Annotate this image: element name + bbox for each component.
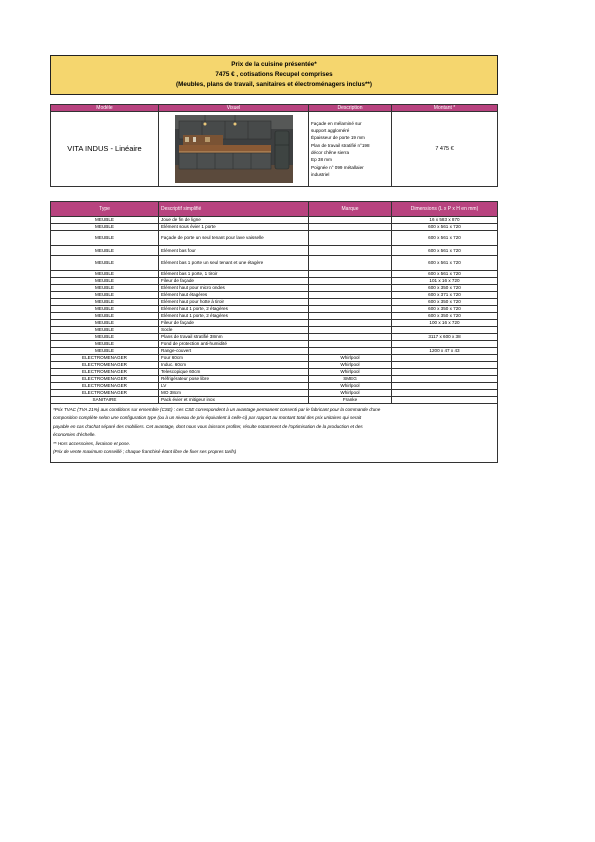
item-brand bbox=[309, 327, 392, 334]
table-row bbox=[51, 306, 498, 313]
item-type: ELECTROMENAGER bbox=[51, 362, 159, 369]
description-line: Façade en mélaminé sur bbox=[311, 120, 362, 126]
item-dimensions bbox=[392, 397, 498, 404]
item-dimensions: 16 x 583 x 870 bbox=[392, 217, 498, 224]
model-name: VITA INDUS - Linéaire bbox=[51, 112, 159, 187]
item-brand bbox=[309, 217, 392, 224]
table-row bbox=[51, 256, 498, 271]
item-type: ELECTROMENAGER bbox=[51, 383, 159, 390]
item-description: Elément bas 1 porte, 1 tiroir bbox=[159, 271, 309, 278]
item-description: Elément sous évier 1 porte bbox=[159, 224, 309, 231]
table-row bbox=[51, 271, 498, 278]
item-type: MEUBLE bbox=[51, 271, 159, 278]
item-description: Elément haut 1 porte, 2 étagères bbox=[159, 313, 309, 320]
item-brand: Whirlpool bbox=[309, 390, 392, 397]
table-row bbox=[51, 224, 498, 231]
item-description: Elément haut étagères bbox=[159, 292, 309, 299]
table-row bbox=[51, 355, 498, 362]
item-type: SANITAIRE bbox=[51, 397, 159, 404]
item-description: Façade de porte un seul tenant pour lave vaisselle bbox=[159, 231, 309, 246]
item-description: MO 38cm bbox=[159, 390, 309, 397]
price-inclusions: (Meubles, plans de travail, sanitaires et électroménagers inclus**) bbox=[176, 81, 372, 88]
footnote-line: (Prix de vente maximum conseillé ; chaque franchisé étant libre de fixer ses propres tarifs) bbox=[53, 449, 237, 455]
price-amount: 7475 € , cotisations Recupel comprises bbox=[215, 71, 333, 78]
item-type: MEUBLE bbox=[51, 224, 159, 231]
table-row bbox=[51, 217, 498, 224]
table-row bbox=[51, 278, 498, 285]
item-dimensions: 600 x 561 x 720 bbox=[392, 224, 498, 231]
item-brand: Whirlpool bbox=[309, 355, 392, 362]
description-line: Poignée n° 099 métallaier bbox=[311, 164, 364, 170]
item-description: Réfrigérateur pose libre bbox=[159, 376, 309, 383]
item-brand bbox=[309, 271, 392, 278]
table-row bbox=[51, 390, 498, 397]
item-description: Plans de travail stratifié 38mm bbox=[159, 334, 309, 341]
item-type: ELECTROMENAGER bbox=[51, 355, 159, 362]
item-dimensions bbox=[392, 390, 498, 397]
item-type: MEUBLE bbox=[51, 341, 159, 348]
table-row bbox=[51, 348, 498, 355]
header-model: Modèle bbox=[51, 105, 159, 112]
item-type: ELECTROMENAGER bbox=[51, 376, 159, 383]
description-line: Épaisseur de porte 19 mm bbox=[311, 135, 365, 141]
item-type: MEUBLE bbox=[51, 285, 159, 292]
item-brand bbox=[309, 285, 392, 292]
item-dimensions: 600 x 561 x 720 bbox=[392, 246, 498, 256]
item-type: ELECTROMENAGER bbox=[51, 390, 159, 397]
item-description: Fileur de façade bbox=[159, 320, 309, 327]
item-description: Range-couvert bbox=[159, 348, 309, 355]
item-type: MEUBLE bbox=[51, 217, 159, 224]
table-row bbox=[51, 376, 498, 383]
items-header-row bbox=[51, 202, 498, 217]
item-brand bbox=[309, 341, 392, 348]
model-description bbox=[309, 112, 392, 187]
item-brand bbox=[309, 256, 392, 271]
table-row bbox=[51, 383, 498, 390]
description-line: industriel bbox=[311, 171, 330, 177]
description-line: Plan de travail stratifié n°198 bbox=[311, 142, 370, 148]
summary-table bbox=[50, 104, 498, 187]
item-type: MEUBLE bbox=[51, 306, 159, 313]
description-line: support aggloméré bbox=[311, 128, 350, 134]
table-row bbox=[51, 369, 498, 376]
header-description: Description bbox=[309, 105, 392, 112]
item-description: Four 60cm bbox=[159, 355, 309, 362]
header-simplified-description: Descriptif simplifié bbox=[159, 202, 309, 217]
table-row bbox=[51, 341, 498, 348]
item-dimensions: 600 x 561 x 720 bbox=[392, 231, 498, 246]
item-type: MEUBLE bbox=[51, 246, 159, 256]
item-type: MEUBLE bbox=[51, 231, 159, 246]
item-dimensions: 3117 x 600 x 38 bbox=[392, 334, 498, 341]
item-description: Induc. 60cm bbox=[159, 362, 309, 369]
price-title: Prix de la cuisine présentée* bbox=[231, 61, 317, 68]
header-visual: Visuel bbox=[159, 105, 309, 112]
footnote-line: économies d'échelle. bbox=[53, 432, 96, 438]
summary-row bbox=[51, 112, 498, 187]
item-description: Fond de protection anti-humidité bbox=[159, 341, 309, 348]
item-brand: SMEG bbox=[309, 376, 392, 383]
item-dimensions: 600 x 561 x 720 bbox=[392, 256, 498, 271]
item-type: MEUBLE bbox=[51, 278, 159, 285]
summary-header-row bbox=[51, 105, 498, 112]
item-dimensions bbox=[392, 341, 498, 348]
item-brand bbox=[309, 313, 392, 320]
item-dimensions bbox=[392, 383, 498, 390]
item-type: MEUBLE bbox=[51, 292, 159, 299]
item-brand bbox=[309, 334, 392, 341]
item-brand bbox=[309, 246, 392, 256]
item-dimensions: 1200 x 47 x 43 bbox=[392, 348, 498, 355]
item-brand bbox=[309, 292, 392, 299]
item-brand bbox=[309, 278, 392, 285]
item-description: Socle bbox=[159, 327, 309, 334]
footnote-line: ** Hors accessoires, livraison et pose. bbox=[53, 440, 131, 446]
item-description: Pack évier et mitigeur inox bbox=[159, 397, 309, 404]
item-brand: Whirlpool bbox=[309, 369, 392, 376]
item-description: Elément bas four bbox=[159, 246, 309, 256]
item-brand bbox=[309, 306, 392, 313]
item-description: Elément haut pour hotte à tiroir bbox=[159, 299, 309, 306]
item-description: Elément haut pour micro ondes bbox=[159, 285, 309, 292]
item-dimensions: 600 x 561 x 720 bbox=[392, 271, 498, 278]
footnotes bbox=[50, 404, 498, 463]
table-row bbox=[51, 327, 498, 334]
item-dimensions: 101 x 16 x 720 bbox=[392, 278, 498, 285]
item-dimensions: 600 x 350 x 720 bbox=[392, 313, 498, 320]
item-dimensions: 600 x 371 x 720 bbox=[392, 292, 498, 299]
total-amount: 7 475 € bbox=[392, 112, 498, 187]
header-dimensions: Dimensions (L x P x H en mm) bbox=[392, 202, 498, 217]
items-body bbox=[51, 217, 498, 404]
table-row bbox=[51, 285, 498, 292]
item-dimensions: 600 x 350 x 720 bbox=[392, 299, 498, 306]
table-row bbox=[51, 246, 498, 256]
items-table bbox=[50, 201, 498, 404]
item-type: MEUBLE bbox=[51, 334, 159, 341]
item-type: MEUBLE bbox=[51, 256, 159, 271]
header-amount: Montant * bbox=[392, 105, 498, 112]
item-brand bbox=[309, 231, 392, 246]
description-line: Ep 38 mm bbox=[311, 157, 332, 163]
header-type: Type bbox=[51, 202, 159, 217]
item-type: MEUBLE bbox=[51, 320, 159, 327]
kitchen-photo bbox=[175, 115, 293, 183]
item-brand: Franke bbox=[309, 397, 392, 404]
table-row bbox=[51, 292, 498, 299]
item-description: Fileur de façade bbox=[159, 278, 309, 285]
item-dimensions bbox=[392, 355, 498, 362]
item-type: MEUBLE bbox=[51, 299, 159, 306]
table-row bbox=[51, 299, 498, 306]
item-type: ELECTROMENAGER bbox=[51, 369, 159, 376]
item-type: MEUBLE bbox=[51, 348, 159, 355]
item-brand bbox=[309, 348, 392, 355]
item-description: LV bbox=[159, 383, 309, 390]
item-dimensions: 600 x 350 x 720 bbox=[392, 285, 498, 292]
item-dimensions bbox=[392, 376, 498, 383]
price-banner bbox=[50, 55, 498, 95]
item-brand bbox=[309, 224, 392, 231]
table-row bbox=[51, 231, 498, 246]
footnote-line: *Prix TVAC (TVA 21%) aux conditions sur ensemble (CSE) : ces CSE correspondent à un avantage permanent consenti par le fabricant pour la commande d'une bbox=[53, 407, 381, 412]
table-row bbox=[51, 397, 498, 404]
item-description: Elément bas 1 porte un seul tenant et une étagère bbox=[159, 256, 309, 271]
item-dimensions: 100 x 16 x 720 bbox=[392, 320, 498, 327]
item-description: Joue de fin de ligne bbox=[159, 217, 309, 224]
item-description: Elément haut 1 porte, 2 étagères bbox=[159, 306, 309, 313]
header-brand: Marque bbox=[309, 202, 392, 217]
table-row bbox=[51, 320, 498, 327]
item-dimensions bbox=[392, 327, 498, 334]
table-row bbox=[51, 334, 498, 341]
item-dimensions: 600 x 350 x 720 bbox=[392, 306, 498, 313]
item-brand bbox=[309, 320, 392, 327]
item-type: MEUBLE bbox=[51, 327, 159, 334]
footnote-line: composition complète selon une configuration type (ou à un niveau de prix équivalent à celle-ci) par rapport au montant total des prix unitaires qui serait bbox=[53, 415, 362, 421]
item-brand bbox=[309, 299, 392, 306]
table-row bbox=[51, 362, 498, 369]
item-type: MEUBLE bbox=[51, 313, 159, 320]
item-dimensions bbox=[392, 362, 498, 369]
item-dimensions bbox=[392, 369, 498, 376]
table-row bbox=[51, 313, 498, 320]
item-description: Telescopique 60cm bbox=[159, 369, 309, 376]
footnote-line: payable en cas d'achat séparé des mobiliers. Cet avantage, dont nous vous laissons profiter, résulte notamment de l'optimisation de la production et des bbox=[53, 423, 363, 429]
description-line: décor chêne sierra bbox=[311, 150, 350, 155]
item-brand: Whirlpool bbox=[309, 362, 392, 369]
kitchen-visual bbox=[159, 112, 309, 187]
item-brand: Whirlpool bbox=[309, 383, 392, 390]
